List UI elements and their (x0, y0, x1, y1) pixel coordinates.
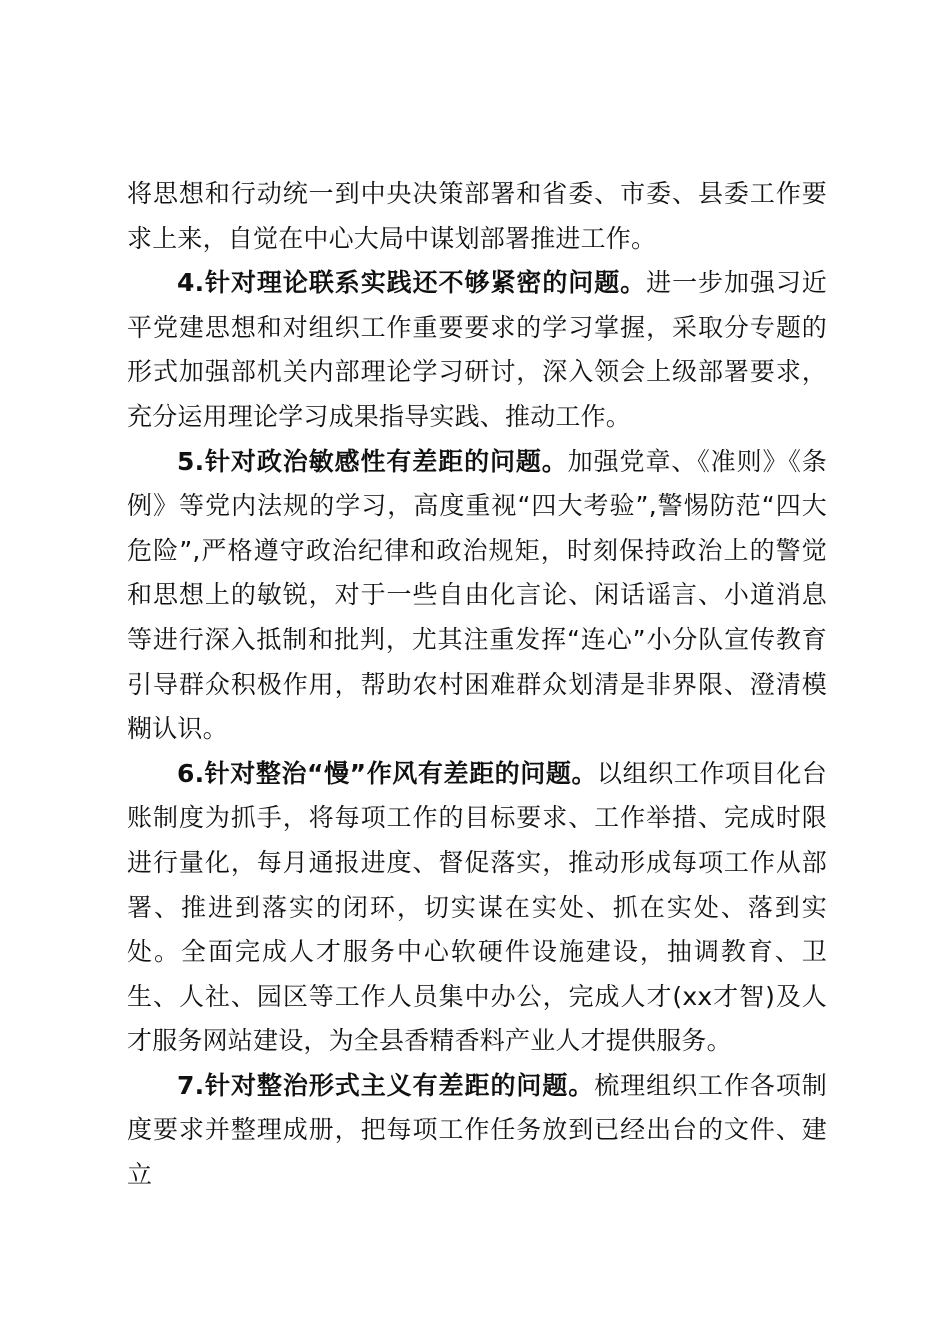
paragraph-item-4 (127, 261, 827, 439)
paragraph-heading: 4.针对理论联系实践还不够紧密的问题。 (177, 268, 647, 298)
document-body (127, 172, 827, 1198)
paragraph-item-5 (127, 440, 827, 752)
paragraph-continuation (127, 172, 827, 261)
paragraph-heading: 6.针对整治“慢”作风有差距的问题。 (177, 758, 598, 788)
paragraph-item-6 (127, 752, 827, 1064)
paragraph-text: 加强党章、《准则》《条例》等党内法规的学习，高度重视“四大考验”,警惕防范“四大危险”,严格遵守政治纪律和政治规矩，时刻保持政治上的警觉和思想上的敏锐，对于一些自由化言论、闲话谣言、小道消息等进行深入抵制和批判，尤其注重发挥“连心”小分队宣传教育引导群众积极作用，帮助农村困难群众划清是非界限、澄清模糊认识。 (127, 446, 828, 744)
paragraph-heading: 7.针对整治形式主义有差距的问题。 (177, 1070, 595, 1100)
paragraph-text: 进一步加强习近平党建思想和对组织工作重要要求的学习掌握，采取分专题的形式加强部机关内部理论学习研讨，深入领会上级部署要求，充分运用理论学习成果指导实践、推动工作。 (127, 268, 827, 431)
paragraph-item-7 (127, 1064, 827, 1198)
paragraph-heading: 5.针对政治敏感性有差距的问题。 (177, 446, 568, 476)
paragraph-text: 将思想和行动统一到中央决策部署和省委、市委、县委工作要求上来，自觉在中心大局中谋划部署推进工作。 (127, 179, 827, 253)
paragraph-text: 梳理组织工作各项制度要求并整理成册，把每项工作任务放到已经出台的文件、建立 (127, 1070, 827, 1190)
paragraph-text: 以组织工作项目化台账制度为抓手，将每项工作的目标要求、工作举措、完成时限进行量化，每月通报进度、督促落实，推动形成每项工作从部署、推进到落实的闭环，切实谋在实处、抓在实处、落到实处。全面完成人才服务中心软硬件设施建设，抽调教育、卫生、人社、园区等工作人员集中办公，完成人才(xx才智)及人才服务网站建设，为全县香精香料产业人才提供服务。 (127, 758, 827, 1056)
